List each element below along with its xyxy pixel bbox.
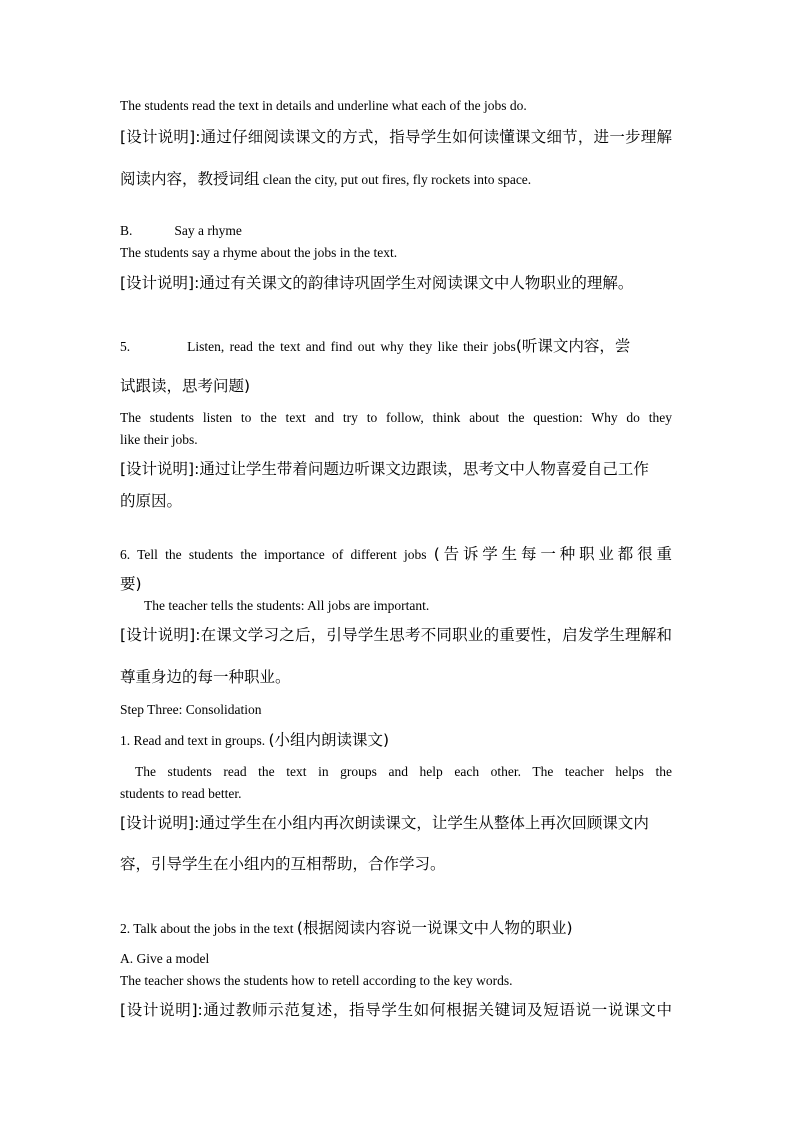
text-line: The students listen to the text and try to follow, think about the question: Why do they (120, 410, 672, 425)
design-note: [设计说明]:通过让学生带着问题边听课文边跟读，思考文中人物喜爱自己工作 (120, 460, 649, 478)
text-line: like their jobs. (120, 432, 198, 447)
design-note: [设计说明]:通过仔细阅读课文的方式，指导学生如何读懂课文细节，进一步理解 (120, 128, 672, 146)
item-title: Listen, read the text and find out why they like their jobs (187, 339, 516, 354)
text-line: 尊重身边的每一种职业。 (120, 668, 291, 686)
text-segment: 2. Talk about the jobs in the text (120, 921, 297, 936)
item-title: Say a rhyme (174, 223, 242, 238)
text-line: 要) (120, 575, 142, 593)
design-note: [设计说明]:通过有关课文的韵律诗巩固学生对阅读课文中人物职业的理解。 (120, 274, 634, 292)
text-segment: 阅读内容，教授词组 (120, 170, 260, 188)
text-line (120, 168, 672, 191)
text-line: A. Give a model (120, 951, 210, 966)
item-marker: 5. (120, 339, 131, 354)
design-note: [设计说明]:通过学生在小组内再次朗读课文，让学生从整体上再次回顾课文内 (120, 814, 649, 832)
text-segment: 6. Tell the students the importance of different jobs (120, 547, 434, 562)
text-line: students to read better. (120, 786, 242, 801)
section-heading (120, 335, 672, 358)
text-line: 的原因。 (120, 492, 183, 510)
text-segment: (小组内朗读课文) (268, 731, 390, 749)
text-segment: (听课文内容，尝 (515, 337, 631, 355)
design-note: [设计说明]:通过教师示范复述，指导学生如何根据关键词及短语说一说课文中 (120, 1001, 672, 1019)
section-heading (120, 917, 672, 940)
section-heading (120, 222, 672, 240)
section-heading (120, 729, 672, 752)
item-marker: B. (120, 223, 133, 238)
text-line: The students say a rhyme about the jobs in the text. (120, 245, 398, 260)
section-heading (120, 543, 672, 566)
step-heading: Step Three: Consolidation (120, 702, 262, 717)
text-line: The teacher tells the students: All jobs are important. (144, 598, 430, 613)
design-note: [设计说明]:在课文学习之后，引导学生思考不同职业的重要性，启发学生理解和 (120, 626, 672, 644)
text-line: 容，引导学生在小组内的互相帮助，合作学习。 (120, 855, 446, 873)
text-line: The teacher shows the students how to retell according to the key words. (120, 973, 513, 988)
text-segment: 1. Read and text in groups. (120, 733, 269, 748)
text-line: The students read the text in groups and help each other. The teacher helps the (135, 764, 672, 779)
text-segment: clean the city, put out fires, fly rockets into space. (259, 172, 532, 187)
text-segment: (告诉学生每一种职业都很重 (433, 545, 672, 563)
text-line: The students read the text in details and underline what each of the jobs do. (120, 98, 527, 113)
text-segment: (根据阅读内容说一说课文中人物的职业) (296, 919, 573, 937)
text-line: 试跟读，思考问题) (120, 377, 251, 395)
